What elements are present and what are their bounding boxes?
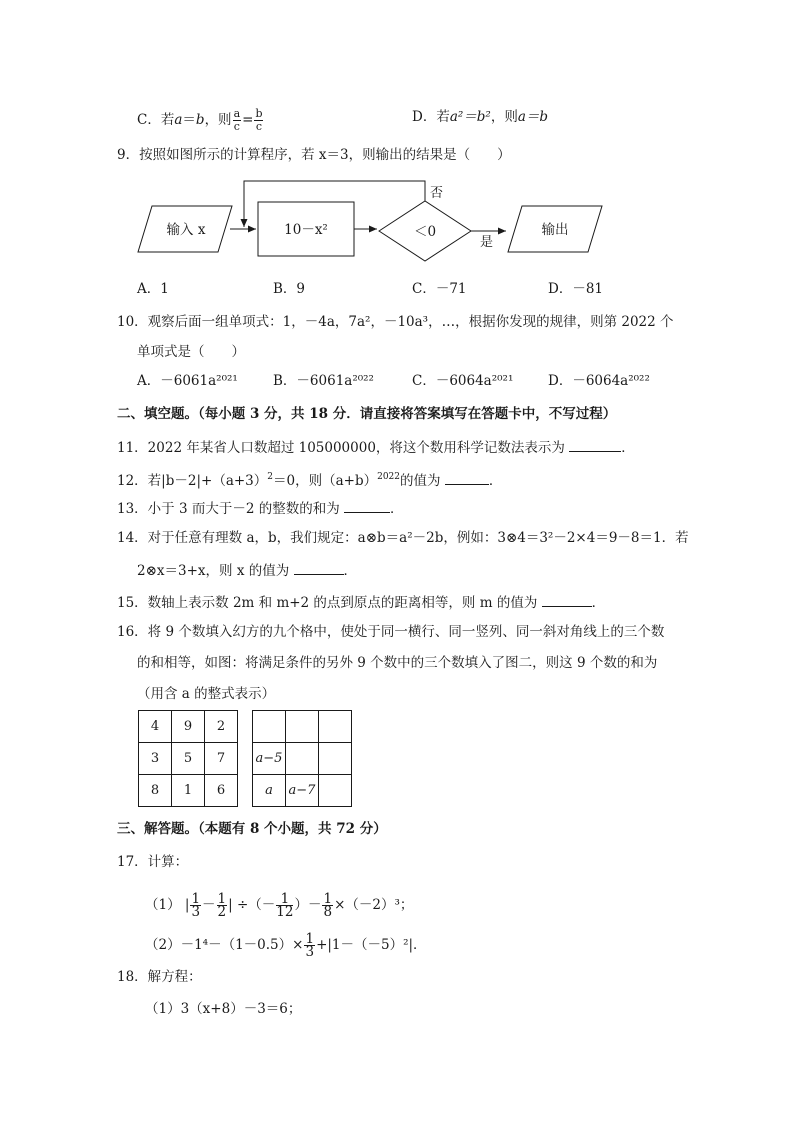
grid-cell [286, 711, 319, 743]
grid-cell: 4 [139, 711, 172, 743]
answer-blank[interactable] [445, 470, 489, 485]
grid-cell: 9 [172, 711, 205, 743]
fraction-a-over-c: $\frac{a}{c}$ [233, 107, 241, 133]
fraction: $\frac{1}{12}$ [276, 891, 294, 920]
q10-stem-line1: 10．观察后面一组单项式：1，－4a，7a²，－10a³，…，根据你发现的规律，则第 2022 个 [117, 314, 674, 330]
grid-cell [319, 743, 352, 775]
grid-cell: a [253, 775, 286, 807]
section3-title: 三、解答题。（本题有 8 个小题，共 72 分） [117, 821, 387, 837]
grid-cell [286, 743, 319, 775]
q16-line2: 的和相等，如图：将满足条件的另外 9 个数中的三个数填入了图二，则这 9 个数的和为 [137, 655, 658, 671]
grid-cell: 8 [139, 775, 172, 807]
flow-decision-label: ＜0 [413, 224, 437, 240]
grid-cell: 3 [139, 743, 172, 775]
q9-stem: 9．按照如图所示的计算程序，若 x＝3，则输出的结果是（ ） [117, 147, 511, 163]
magic-square-1 [138, 710, 238, 807]
grid-cell: 6 [205, 775, 238, 807]
fraction: $\frac{1}{2}$ [217, 891, 227, 920]
q10-option-c: C．－6064a²⁰²¹ [412, 373, 514, 389]
q16-line3: （用含 a 的整式表示） [137, 686, 276, 702]
q9-option-d: D．－81 [548, 281, 604, 297]
flow-output-label: 输出 [541, 222, 569, 238]
grid-cell: a−7 [286, 775, 319, 807]
q14-line1: 14．对于任意有理数 a，b，我们规定：a⊗b＝a²－2b，例如：3⊗4＝3²－2×4＝9－8＝1．若 [117, 530, 689, 546]
grid-cell: 5 [172, 743, 205, 775]
q10-option-d: D．－6064a²⁰²² [548, 373, 650, 389]
answer-blank[interactable] [569, 437, 621, 452]
grid-cell [319, 775, 352, 807]
q8-option-d: D．若a²＝b²，则a＝b [412, 109, 549, 125]
magic-square-2 [252, 710, 352, 807]
fraction: $\frac{1}{3}$ [305, 931, 315, 960]
q10-option-a: A．－6061a²⁰²¹ [137, 373, 238, 389]
q18-stem: 18．解方程： [117, 969, 202, 985]
q9-option-b: B．9 [273, 281, 306, 297]
q13: 13．小于 3 而大于－2 的整数的和为 ． [117, 498, 404, 518]
answer-blank[interactable] [344, 498, 390, 513]
flow-process-label: 10－x² [284, 222, 328, 238]
q12: 12．若$|b-2|+(a+3)^2=0$，则$(a+b)^{2022}$的值为 ． [117, 472, 503, 489]
grid-cell: 7 [205, 743, 238, 775]
q9-flowchart [130, 176, 610, 266]
q18-part1: （1）3（x+8）－3＝6； [145, 1001, 302, 1017]
section2-title: 二、填空题。（每小题 3 分，共 18 分．请直接将答案填写在答题卡中，不写过程） [117, 406, 617, 422]
q9-option-c: C．－71 [412, 281, 467, 297]
grid-cell: 2 [205, 711, 238, 743]
q17-part1: （1） | $\frac{1}{3}$ － $\frac{1}{2}$ | ÷（－ $\frac{1}{12}$ ）－ $\frac{1}{8}$ ×（－2）³； [145, 891, 414, 920]
q17-part2: （2）－1⁴－（1－0.5）× $\frac{1}{3}$ +|1－（－5）²|． [145, 931, 427, 960]
q8-option-c: C．若a＝b，则 $\frac{a}{c}$ = $\frac{b}{c}$ [137, 107, 263, 133]
answer-blank[interactable] [542, 592, 592, 607]
grid-cell: a−5 [253, 743, 286, 775]
fraction: $\frac{1}{3}$ [191, 891, 201, 920]
q11: 11．2022 年某省人口数超过 105000000，将这个数用科学记数法表示为 ． [117, 437, 635, 457]
grid-cell: 1 [172, 775, 205, 807]
grid-cell [319, 711, 352, 743]
flow-no-label: 否 [430, 186, 444, 201]
q9-option-a: A．1 [137, 281, 169, 297]
flow-yes-label: 是 [480, 235, 494, 250]
q17-stem: 17．计算： [117, 854, 189, 870]
flow-input-label: 输入 x [166, 222, 206, 238]
q10-option-b: B．－6061a²⁰²² [273, 373, 374, 389]
grid-cell [253, 711, 286, 743]
fraction: $\frac{1}{8}$ [323, 891, 333, 920]
q10-stem-line2: 单项式是（ ） [137, 344, 245, 360]
fraction-b-over-c: $\frac{b}{c}$ [255, 107, 263, 133]
q16-line1: 16．将 9 个数填入幻方的九个格中，使处于同一横行、同一竖列、同一斜对角线上的三个数 [117, 624, 665, 640]
q14-line2: 2⊗x＝3+x，则 x 的值为 ． [137, 560, 357, 580]
q15: 15．数轴上表示数 2m 和 m+2 的点到原点的距离相等，则 m 的值为 ． [117, 592, 605, 612]
answer-blank[interactable] [294, 560, 344, 575]
